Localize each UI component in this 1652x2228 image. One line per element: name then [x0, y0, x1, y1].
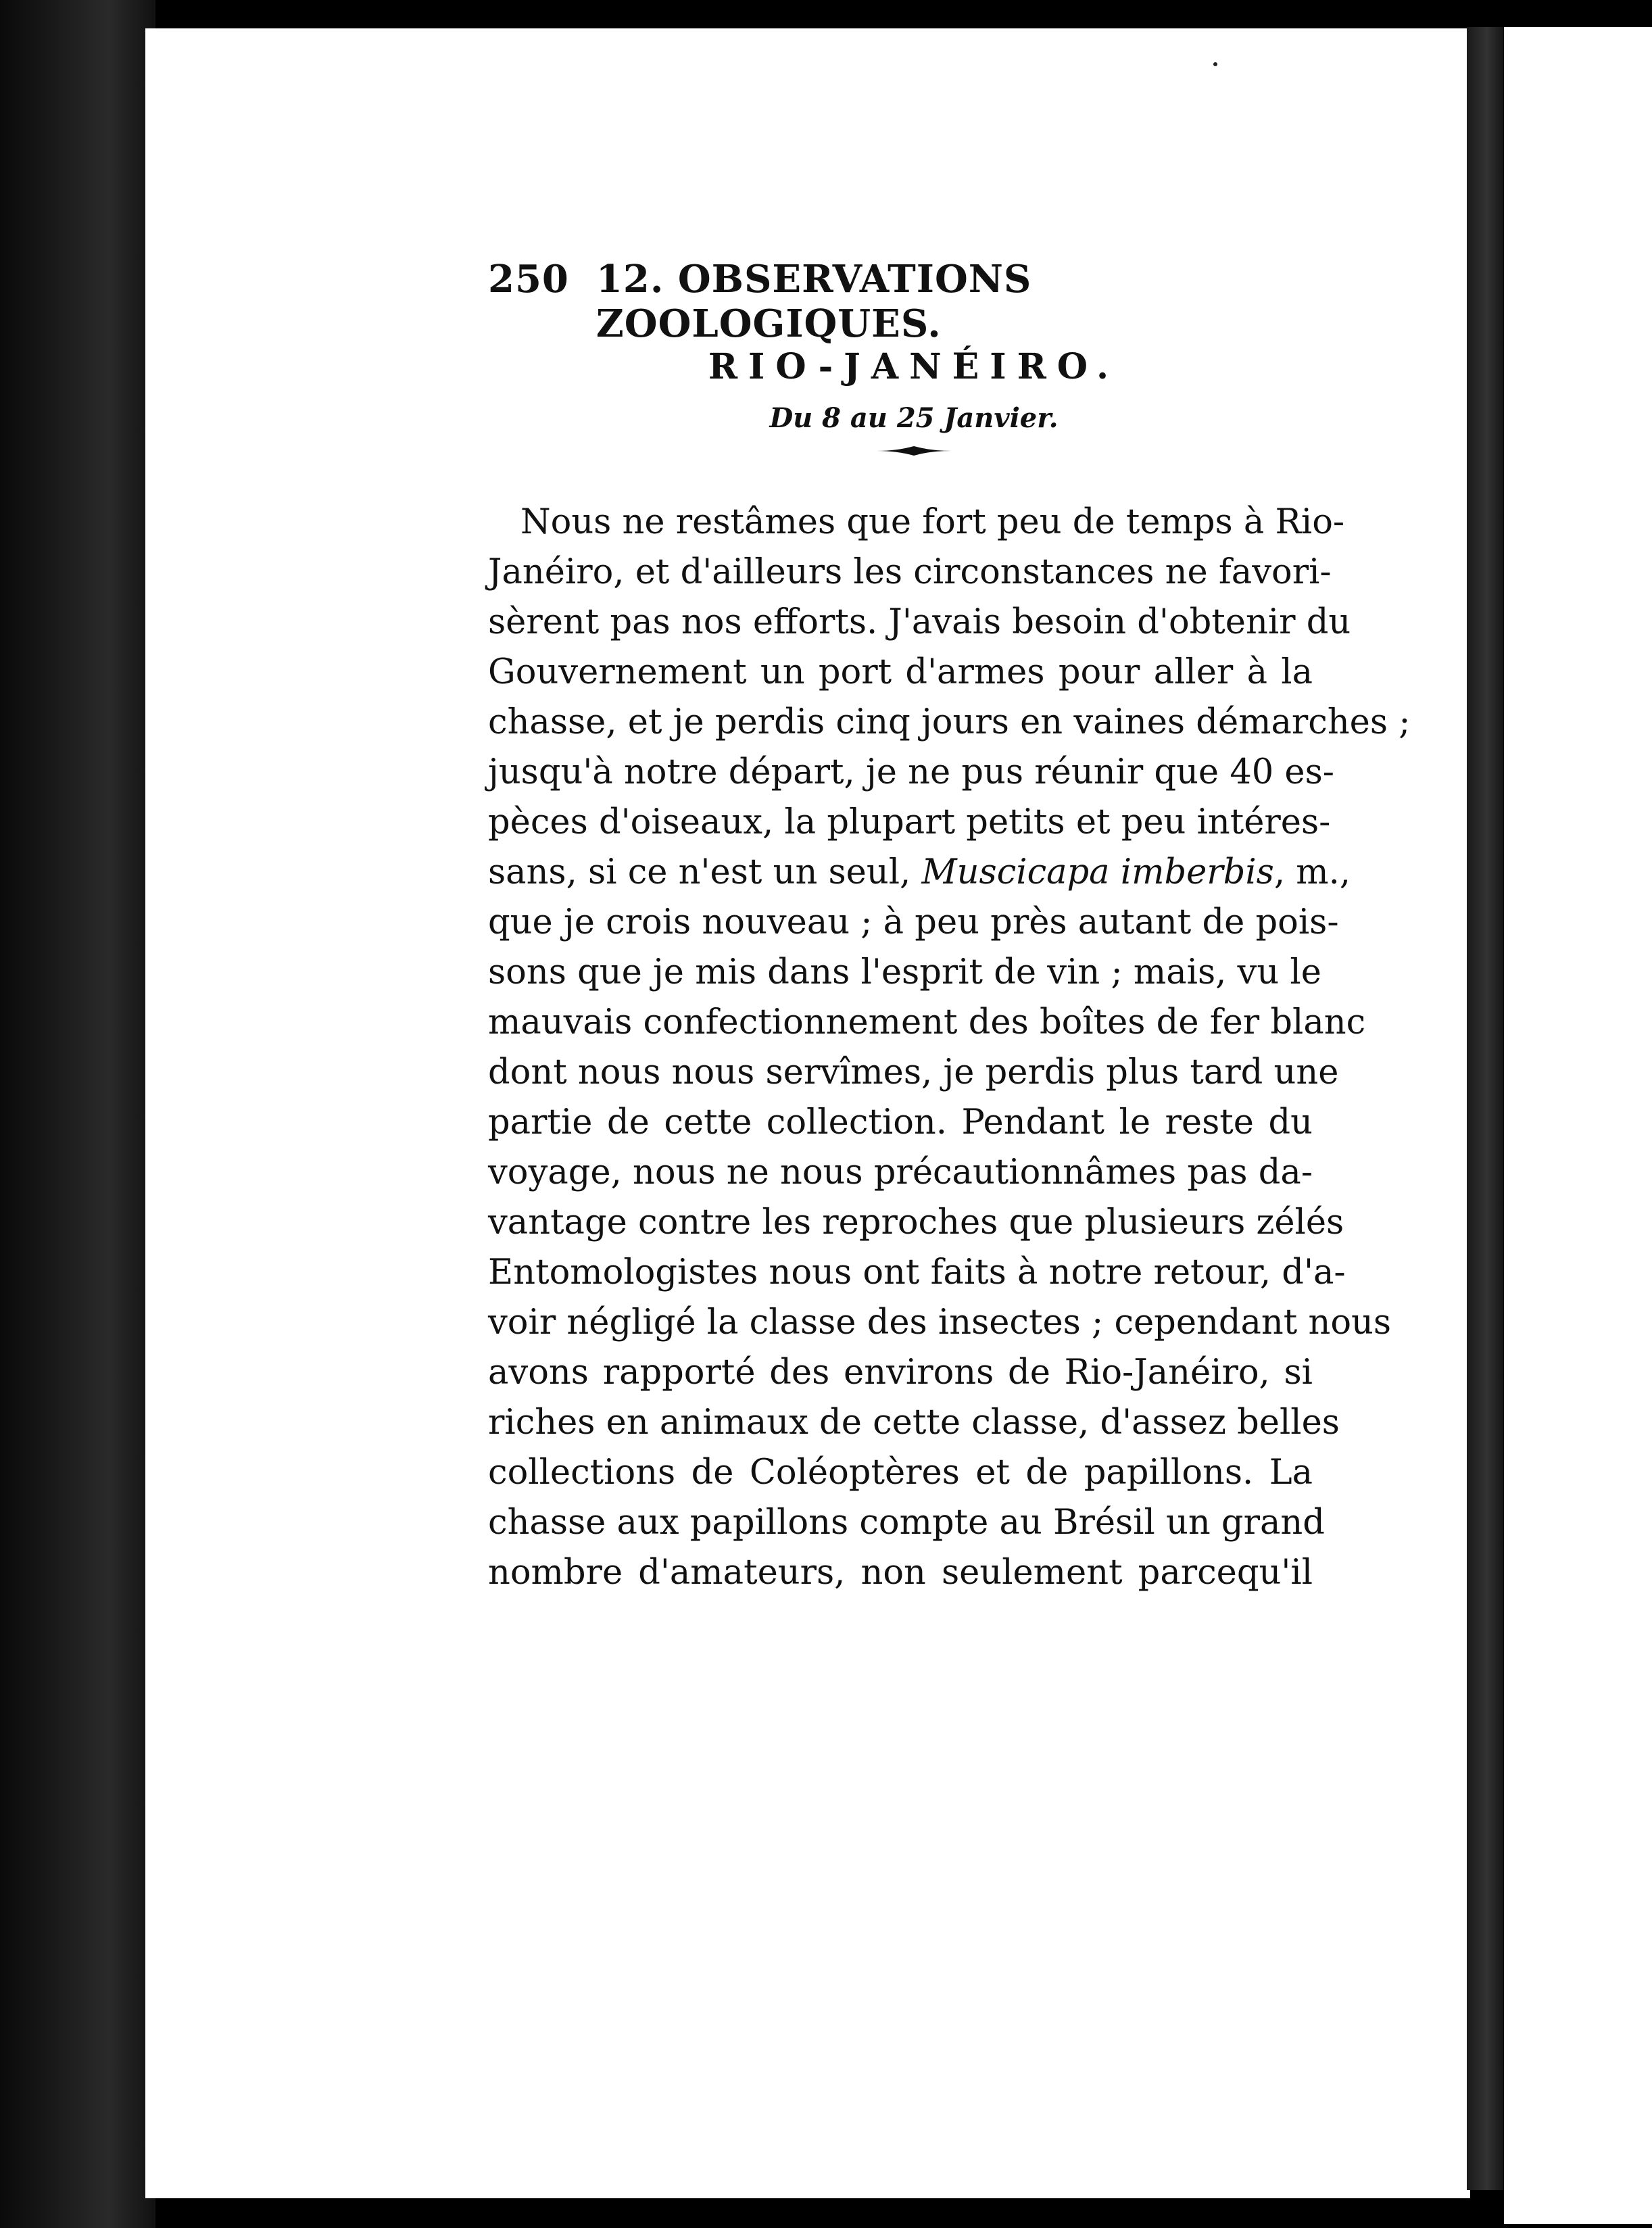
body-line: avons rapporté des environs de Rio-Janéiro, si — [488, 1353, 1313, 1392]
species-name: Muscicapa imberbis — [921, 852, 1274, 892]
running-title: 12. OBSERVATIONS ZOOLOGIQUES. — [596, 257, 1032, 346]
ornament-dash-icon — [877, 442, 951, 460]
ink-speck — [1213, 62, 1217, 66]
body-line: nombre d'amateurs, non seulement parcequ'il — [488, 1553, 1313, 1593]
body-line: Janéiro, et d'ailleurs les circonstances ne favori- — [488, 552, 1332, 592]
section-date: Du 8 au 25 Janvier. — [769, 402, 1059, 434]
body-line: collections de Coléoptères et de papillons. La — [488, 1453, 1313, 1493]
body-line: chasse aux papillons compte au Brésil un grand — [488, 1503, 1325, 1543]
body-line: riches en animaux de cette classe, d'assez belles — [488, 1403, 1340, 1443]
facing-page-edge — [1504, 27, 1652, 2224]
body-line: chasse, et je perdis cinq jours en vaines démarches ; — [488, 702, 1411, 742]
body-line: voyage, nous ne nous précautionnâmes pas da- — [488, 1153, 1313, 1192]
body-line: que je crois nouveau ; à peu près autant de pois- — [488, 902, 1339, 942]
body-line-start: sans, si ce n'est un seul, — [488, 852, 911, 892]
body-line: mauvais confectionnement des boîtes de fer blanc — [488, 1002, 1366, 1042]
ornament-rule — [488, 442, 1313, 462]
body-text — [488, 498, 1411, 1598]
section-title: RIO-JANÉIRO. — [708, 346, 1120, 387]
species-suffix: , m., — [1273, 852, 1351, 892]
book-spine-shadow — [0, 0, 155, 2228]
body-line: pèces d'oiseaux, la plupart petits et peu intéres- — [488, 802, 1331, 842]
body-line: Nous ne restâmes que fort peu de temps à Rio- — [520, 502, 1345, 542]
body-line: partie de cette collection. Pendant le reste du — [488, 1103, 1313, 1142]
text-block — [488, 257, 1411, 1598]
page-number: 250 — [488, 257, 569, 301]
body-line-with-species — [488, 848, 1351, 898]
body-line: sons que je mis dans l'esprit de vin ; mais, vu le — [488, 952, 1321, 992]
body-line: jusqu'à notre départ, je ne pus réunir que 40 es- — [488, 752, 1335, 792]
body-line: Entomologistes nous ont faits à notre retour, d'a- — [488, 1253, 1346, 1292]
running-head — [488, 257, 1313, 346]
body-line: Gouvernement un port d'armes pour aller à la — [488, 652, 1313, 692]
body-line: voir négligé la classe des insectes ; cependant nous — [488, 1303, 1392, 1342]
body-line: vantage contre les reproches que plusieurs zélés — [488, 1203, 1344, 1242]
page-gutter-shadow — [1467, 27, 1507, 2190]
body-line: dont nous nous servîmes, je perdis plus tard une — [488, 1052, 1339, 1092]
body-line: sèrent pas nos efforts. J'avais besoin d'obtenir du — [488, 602, 1351, 642]
